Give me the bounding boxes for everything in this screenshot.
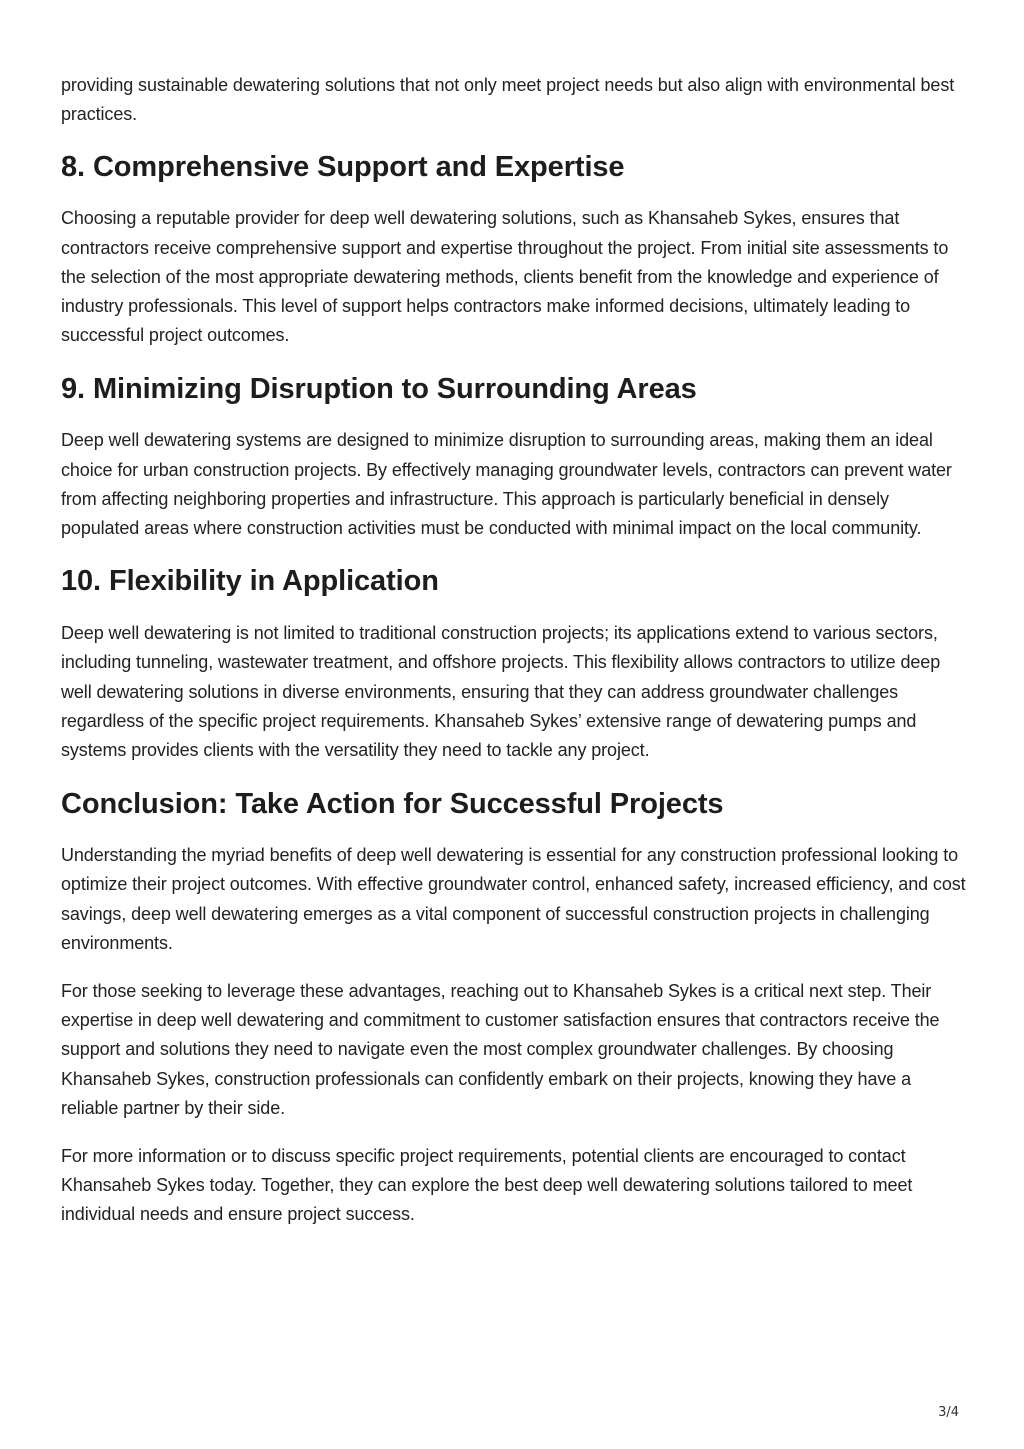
section-8-heading: 8. Comprehensive Support and Expertise bbox=[61, 151, 625, 184]
page-number: 3/4 bbox=[938, 1405, 959, 1420]
conclusion-paragraph-2: For those seeking to leverage these advantages, reaching out to Khansaheb Sykes is a critical next step. Their expertise in deep well dewatering and commitment to customer satisfaction ensures that contractors receive the support and solutions they need to navigate even the most complex groundwater challenges. By choosing Khansaheb Sykes, construction professionals can confidently embark on their projects, knowing they have a reliable partner by their side. bbox=[61, 981, 940, 1118]
section-10-paragraph: Deep well dewatering is not limited to traditional construction projects; its applications extend to various sectors, including tunneling, wastewater treatment, and offshore projects. This flexibility allows contractors to utilize deep well dewatering solutions in diverse environments, ensuring that they can address groundwater challenges regardless of the specific project requirements. Khansaheb Sykes’ extensive range of dewatering pumps and systems provides clients with the versatility they need to tackle any project. bbox=[61, 623, 941, 761]
section-9-paragraph: Deep well dewatering systems are designed to minimize disruption to surrounding areas, making them an ideal choice for urban construction projects. By effectively managing groundwater levels, contractors can prevent water from affecting neighboring properties and infrastructure. This approach is particularly beneficial in densely populated areas where construction activities must be conducted with minimal impact on the local community. bbox=[61, 430, 952, 539]
section-10-heading: 10. Flexibility in Application bbox=[61, 565, 439, 598]
document-page bbox=[61, 71, 971, 1230]
intro-continuation-paragraph: providing sustainable dewatering solutions that not only meet project needs but also align with environmental best practices. bbox=[61, 75, 955, 125]
conclusion-paragraph-1: Understanding the myriad benefits of deep well dewatering is essential for any construction professional looking to optimize their project outcomes. With effective groundwater control, enhanced safety, increased efficiency, and cost savings, deep well dewatering emerges as a vital component of successful construction projects in challenging environments. bbox=[61, 845, 966, 953]
section-9-heading: 9. Minimizing Disruption to Surrounding Areas bbox=[61, 373, 697, 406]
conclusion-heading: Conclusion: Take Action for Successful Projects bbox=[61, 788, 724, 821]
section-8-paragraph: Choosing a reputable provider for deep well dewatering solutions, such as Khansaheb Sykes, ensures that contractors receive comprehensive support and expertise throughout the project. From initial site assessments to the selection of the most appropriate dewatering methods, clients benefit from the knowledge and experience of industry professionals. This level of support helps contractors make informed decisions, ultimately leading to successful project outcomes. bbox=[61, 208, 949, 346]
conclusion-paragraph-3: For more information or to discuss specific project requirements, potential clients are encouraged to contact Khansaheb Sykes today. Together, they can explore the best deep well dewatering solutions tailored to meet individual needs and ensure project success. bbox=[61, 1146, 913, 1225]
